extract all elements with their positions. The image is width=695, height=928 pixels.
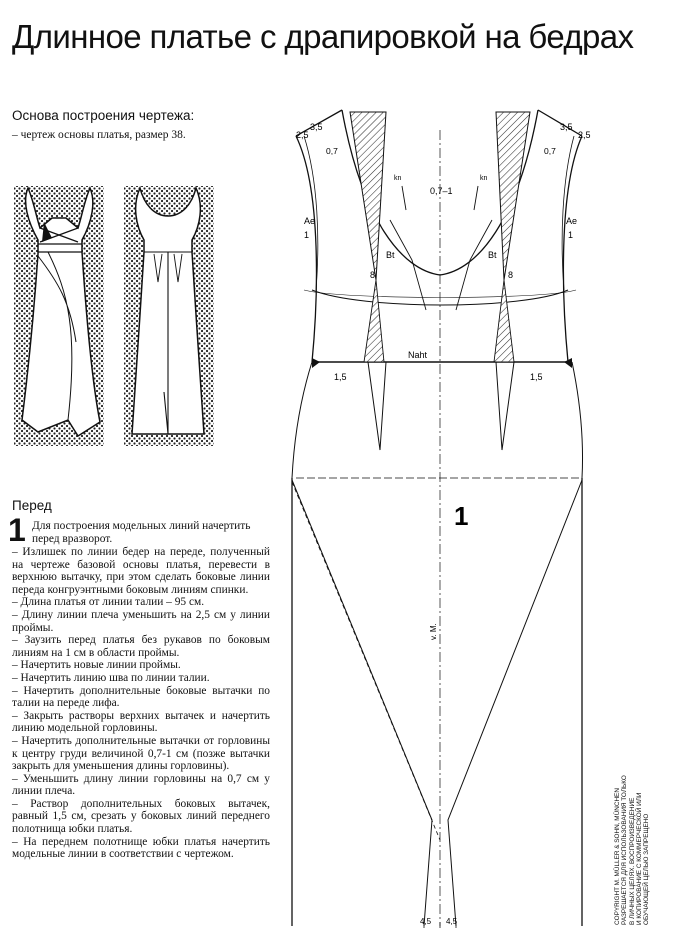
pattern-outline: [292, 110, 583, 926]
instruction-item: – Раствор дополнительных боковых вытачек, равный 1,5 см, срезать у боковых линий переднего полотнища юбки платья.: [12, 797, 270, 836]
label-side-right: 1: [568, 230, 574, 240]
instruction-item: – Излишек по линии бедер на переде, полученный на чертеже базовой основы платья, перевести в верхнюю вытачку, при этом сделать боковые линии переда конгруэнтными боковым линиям спинки.: [12, 546, 270, 596]
waist-dart-left: [364, 280, 384, 362]
label-side-dart-right: 1,5: [530, 372, 543, 382]
instruction-item: – На переднем полотнище юбки платья начертить модельные линии в соответствии с чертежом.: [12, 835, 270, 861]
step-intro-text: Для построения модельных линий начертить перед вразворот.: [32, 520, 251, 545]
copyright-line: COPYRIGHT M. MÜLLER & SOHN, MÜNCHEN: [614, 788, 621, 925]
label-hem-right: 4,5: [446, 917, 458, 926]
label-shoulder-right-a: 3,5: [560, 122, 573, 132]
label-shoulder-left-b: 3,5: [310, 122, 323, 132]
instruction-item: – Начертить линию шва по линии талии.: [12, 671, 210, 684]
copyright-line: И КОПИРОВАНИЕ С КОММЕРЧЕСКОЙ ИЛИ: [635, 792, 643, 925]
label-shoulder-right-b: 2,5: [578, 130, 591, 140]
label-hem-left: 4,5: [420, 917, 432, 926]
instruction-item: – Заузить перед платья без рукавов по боковым линиям на 1 см в области проймы.: [12, 634, 270, 659]
label-dart-length-left: 8: [370, 270, 376, 280]
instruction-item: – Длина платья от линии талии – 95 см.: [12, 596, 205, 609]
label-kn-right: kn: [480, 175, 488, 182]
instruction-item: – Уменьшить длину линии горловины на 0,7 см у линии плеча.: [12, 772, 270, 798]
copyright-line: РАЗРЕШАЕТСЯ ДЛЯ ИСПОЛЬЗОВАНИЯ ТОЛЬКО: [621, 775, 629, 925]
label-seam: Naht: [408, 350, 428, 360]
label-bust-left: Bt: [386, 250, 395, 260]
copyright-notice: [614, 775, 650, 925]
label-shoulder-reduce-right: 0,7: [544, 146, 556, 156]
instruction-item: – Начертить новые линии проймы.: [12, 659, 181, 672]
bodice-dart-right: [496, 112, 530, 280]
basis-heading: Основа построения чертежа:: [12, 108, 195, 123]
instruction-item: – Начертить дополнительные боковые вытачки по талии на переде лифа.: [12, 684, 270, 710]
label-bust-right: Bt: [488, 250, 497, 260]
label-shoulder-left-a: 2,5: [296, 130, 309, 140]
page-title: Длинное платье с драпировкой на бедрах: [12, 18, 634, 55]
label-piece-number: 1: [454, 501, 469, 531]
label-center-front: v. M.: [429, 623, 438, 640]
label-side-dart-left: 1,5: [334, 372, 347, 382]
section-heading: Перед: [12, 498, 52, 513]
label-neck-dart: 0,7–1: [430, 186, 453, 196]
label-kn-left: kn: [394, 175, 402, 182]
instruction-item: – Закрыть растворы верхних вытачек и начертить линию модельной горловины.: [12, 709, 270, 735]
dress-illustrations: [8, 182, 220, 450]
label-armhole-right: Ae: [566, 216, 578, 226]
copyright-line: ОБУЧАЮЩЕЙ ЦЕЛЬЮ ЗАПРЕЩЕНО: [643, 813, 651, 925]
instruction-item: – Длину линии плеча уменьшить на 2,5 см у линии проймы.: [12, 608, 270, 634]
waist-dart-right: [494, 280, 514, 362]
bodice-dart-left: [350, 112, 386, 280]
dress-front-sketch: [14, 186, 104, 446]
label-dart-length-right: 8: [508, 270, 514, 280]
label-armhole-left: Ae: [304, 216, 316, 226]
copyright-line: В ЛИЧНЫХ ЦЕЛЯХ. ВОСПРОИЗВЕДЕНИЕ: [628, 797, 636, 925]
pattern-draft: [282, 100, 602, 928]
side-dart-marker-left: [312, 358, 320, 368]
instructions-list: [12, 546, 270, 861]
dress-back-sketch: [124, 186, 214, 446]
step-number: 1: [8, 512, 26, 548]
basis-description: – чертеж основы платья, размер 38.: [12, 129, 186, 141]
instruction-item: – Начертить дополнительные вытачки от горловины к центру груди величиной 0,7-1 см (позже вытачки закрыть для уменьшения длины горловины).: [12, 734, 270, 773]
label-shoulder-reduce-left: 0,7: [326, 146, 338, 156]
label-side-left: 1: [304, 230, 310, 240]
